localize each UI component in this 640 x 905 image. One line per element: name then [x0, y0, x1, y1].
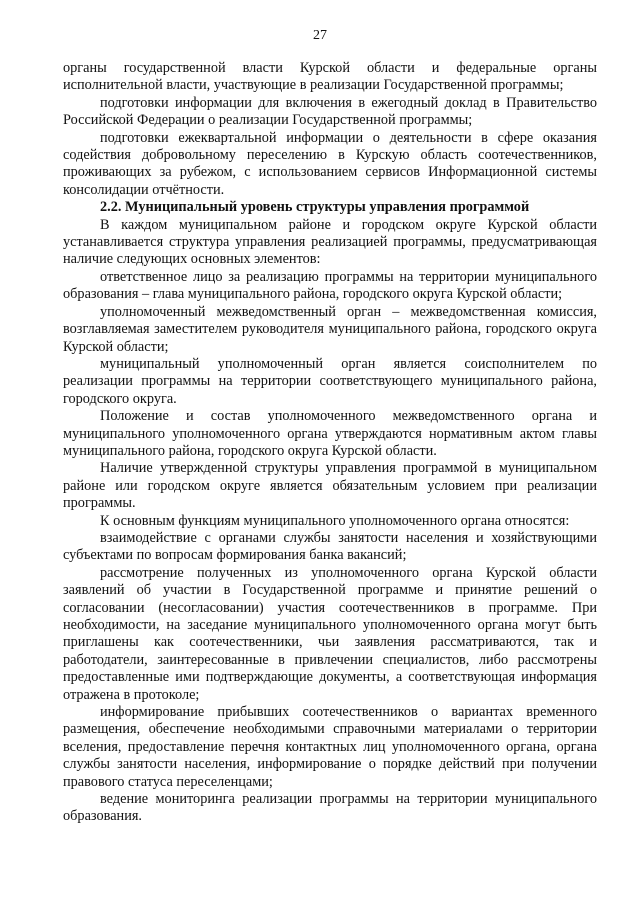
paragraph: ведение мониторинга реализации программы на территории муниципального образования.: [63, 791, 597, 825]
paragraph: ответственное лицо за реализацию программы на территории муниципального образования – глава муниципального района, городского округа Курской области;: [63, 268, 597, 303]
document-body: [63, 60, 597, 826]
paragraph: уполномоченный межведомственный орган – межведомственная комиссия, возглавляемая заместителем руководителя муниципального района, городского округа Курской области;: [63, 303, 597, 355]
paragraph: Наличие утвержденной структуры управления программой в муниципальном районе или городском округе является обязательным условием при реализации программы.: [63, 460, 597, 512]
paragraph: рассмотрение полученных из уполномоченного органа Курской области заявлений об участии в Государственной программе и принятие решений о согласовании (несогласовании) участия соотечественников в программе. При необходимости, на заседание муниципального уполномоченного органа могут быть приглашены как соотечественники, чьи заявления рассматриваются, так и работодатели, заинтересованные в привлечении специалистов, либо рассмотрены предоставленные ими подтверждающие документы, а соответствующая информация отражена в протоколе;: [63, 564, 597, 703]
page-number: 27: [313, 28, 327, 43]
paragraph: взаимодействие с органами службы занятости населения и хозяйствующими субъектами по вопросам формирования банка вакансий;: [63, 529, 597, 564]
paragraph: муниципальный уполномоченный орган является соисполнителем по реализации программы на территории соответствующего муниципального района, городского округа.: [63, 355, 597, 407]
paragraph: В каждом муниципальном районе и городском округе Курской области устанавливается структура управления реализацией программы, предусматривающая наличие следующих основных элементов:: [63, 216, 597, 268]
paragraph: подготовки ежеквартальной информации о деятельности в сфере оказания содействия добровольному переселению в Курскую область соотечественников, проживающих за рубежом, с использованием сервисов Информационной системы консолидации отчётности.: [63, 129, 597, 198]
paragraph: Положение и состав уполномоченного межведомственного органа и муниципального уполномоченного органа утверждаются нормативным актом главы муниципального района, городского округа Курской области.: [63, 408, 597, 459]
section-heading: 2.2. Муниципальный уровень структуры управления программой: [100, 199, 530, 216]
paragraph: подготовки информации для включения в ежегодный доклад в Правительство Российской Федерации о реализации Государственной программы;: [63, 94, 597, 129]
paragraph: органы государственной власти Курской области и федеральные органы исполнительной власти, участвующие в реализации Государственной программы;: [63, 60, 597, 94]
paragraph: К основным функциям муниципального уполномоченного органа относятся:: [100, 512, 570, 529]
paragraph: информирование прибывших соотечественников о вариантах временного размещения, обеспечение необходимыми справочными материалами о территории вселения, предоставление перечня контактных лиц уполномоченного органа, органа службы занятости населения, информирование о порядке действий при получении правового статуса переселенцами;: [63, 704, 597, 790]
